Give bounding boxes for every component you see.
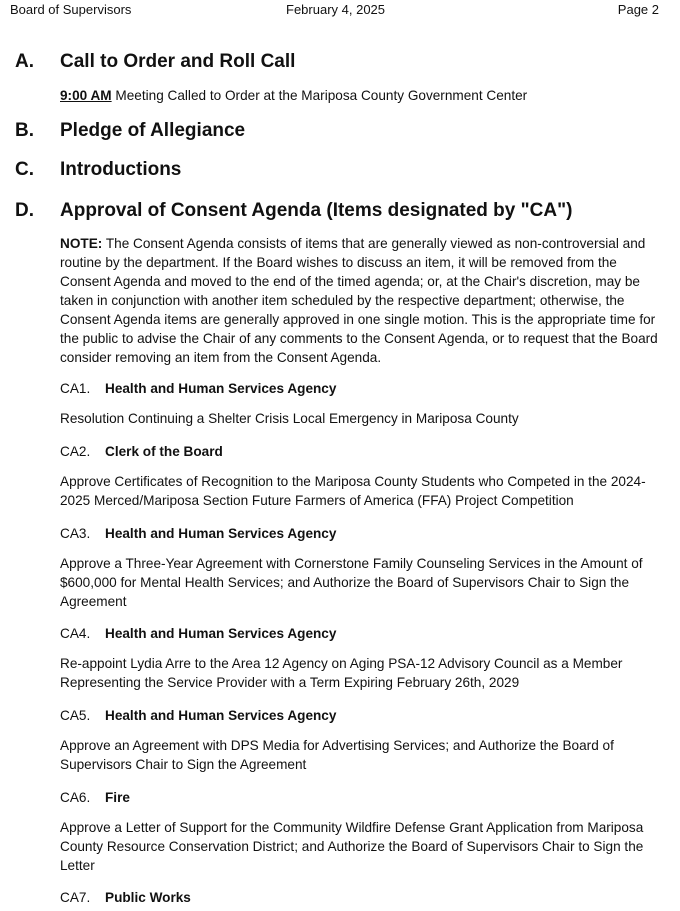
item-description: Approve a Three-Year Agreement with Cornerstone Family Counseling Services in the Amount of $600,000 for Mental Health Services; and Authorize the Board of Supervisors Chair to Sign the Agreement xyxy=(60,556,643,609)
item-description: Approve a Letter of Support for the Community Wildfire Defense Grant Application from Mariposa County Resource Conservation District; and Authorize the Board of Supervisors Chair to Sign the Letter xyxy=(60,820,644,873)
section-c-title: Introductions xyxy=(60,159,182,180)
item-description: Approve Certificates of Recognition to the Mariposa County Students who Competed in the 2024-2025 Merced/Mariposa Section Future Farmers of America (FFA) Project Competition xyxy=(60,474,646,508)
item-number: CA4. xyxy=(60,626,91,641)
item-number: CA2. xyxy=(60,444,91,459)
note-text: The Consent Agenda consists of items that are generally viewed as non-controversial and routine by the department. If the Board wishes to discuss an item, it will be removed from the Consent Agenda and moved to the end of the timed agenda; or, at the Chair's discretion, may be taken in conjunction with another item scheduled by the respective department; otherwise, the Consent Agenda items are generally approved in one single motion. This is the appropriate time for the public to advise the Chair of any comments to the Consent Agenda, or to request that the Board consider removing an item from the Consent Agenda. xyxy=(60,236,658,365)
item-number: CA5. xyxy=(60,708,91,723)
item-heading xyxy=(60,889,191,907)
section-d-title: Approval of Consent Agenda (Items designated by "CA") xyxy=(60,200,573,221)
item-description: Approve an Agreement with DPS Media for Advertising Services; and Authorize the Board of Supervisors Chair to Sign the Agreement xyxy=(60,738,614,772)
call-to-order-text: Meeting Called to Order at the Mariposa County Government Center xyxy=(111,88,528,103)
item-number: CA7. xyxy=(60,890,91,905)
header-meeting-date: February 4, 2025 xyxy=(286,2,386,17)
item-number: CA6. xyxy=(60,790,91,805)
item-heading xyxy=(60,789,130,807)
section-d-letter: D. xyxy=(15,200,34,221)
section-a-letter: A. xyxy=(15,51,34,72)
item-description: Resolution Continuing a Shelter Crisis Local Emergency in Mariposa County xyxy=(60,411,519,426)
section-b-letter: B. xyxy=(15,120,34,141)
item-heading xyxy=(60,443,223,461)
item-heading xyxy=(60,707,336,725)
item-heading xyxy=(60,380,336,398)
section-c-letter: C. xyxy=(15,159,34,180)
item-heading xyxy=(60,525,336,543)
section-b-title: Pledge of Allegiance xyxy=(60,120,246,141)
section-a-text xyxy=(60,86,660,105)
item-department: Public Works xyxy=(105,890,191,905)
item-department: Health and Human Services Agency xyxy=(105,381,337,396)
consent-agenda-note xyxy=(60,234,660,367)
item-number: CA1. xyxy=(60,381,91,396)
item-department: Clerk of the Board xyxy=(105,444,223,459)
header-board-name: Board of Supervisors xyxy=(10,2,132,17)
item-department: Health and Human Services Agency xyxy=(105,708,337,723)
item-description: Re-appoint Lydia Arre to the Area 12 Agency on Aging PSA-12 Advisory Council as a Member Representing the Service Provider with a Term Expiring February 26th, 2029 xyxy=(60,656,623,690)
item-heading xyxy=(60,625,336,643)
item-department: Fire xyxy=(105,790,130,805)
page-header xyxy=(10,2,659,20)
header-page-number: Page 2 xyxy=(617,2,659,17)
section-a-title: Call to Order and Roll Call xyxy=(60,51,296,72)
item-number: CA3. xyxy=(60,526,91,541)
item-department: Health and Human Services Agency xyxy=(105,526,337,541)
call-to-order-time: 9:00 AM xyxy=(60,88,112,103)
note-label: NOTE: xyxy=(60,236,103,251)
item-department: Health and Human Services Agency xyxy=(105,626,337,641)
